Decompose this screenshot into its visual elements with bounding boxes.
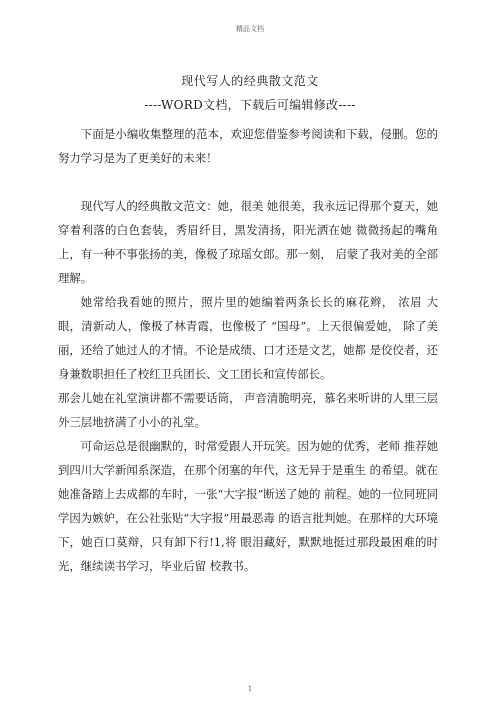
page-number: 1	[247, 685, 253, 693]
body-paragraph: 她常给我看她的照片，照片里的她编着两条长长的麻花辫， 浓眉 大眼，清新动人，像极了林青霞，也像极了 “国母”。上天很偏爱她， 除了美丽，还给了她过人的才情。不论是成绩、口才还是文艺，她都 是佼佼者，还身兼数职担任了校红卫兵团长、文工团长和宣传部长。	[58, 295, 438, 381]
body-paragraph: 现代写人的经典散文范文：她，很美 她很美，我永远记得那个夏天，她穿着利落的白色套装，秀眉纤目，黑发清扬，阳光洒在她 微微扬起的嘴角上，有一种不事张扬的美，像极了琼瑶女郎。那一刻， 启蒙了我对美的全部理解。	[58, 199, 438, 285]
paragraph-gap	[58, 170, 438, 194]
document-subtitle: ----WORD文档，下载后可编辑修改----	[144, 98, 356, 112]
document-body	[58, 122, 438, 578]
document-title: 现代写人的经典散文范文	[181, 74, 319, 88]
body-paragraph: 那会儿她在礼堂演讲都不需要话筒， 声音清脆明亮，慕名来听讲的人里三层外三层地挤满了小小的礼堂。	[58, 391, 438, 429]
body-paragraph: 可命运总是很幽默的，时常爱跟人开玩笑。因为她的优秀，老师 推荐她到四川大学新闻系深造，在那个闭塞的年代，这无异于是重生 的希望。就在她准备踏上去成都的车时，一张“大字报”断送了她的 前程。她的一位同班同学因为嫉妒，在公社张贴“大字报”用最恶毒 的语言批判她。在那样的大环境下，她百口莫辩，只有卸下行!1,将 眼泪藏好，默默地挺过那段最困难的时光，继续读书学习，毕业后留 校教书。	[58, 439, 438, 573]
page-header: 精品文档	[236, 25, 264, 33]
intro-paragraph: 下面是小编收集整理的范本，欢迎您借鉴参考阅读和下载，侵删。您的努力学习是为了更美好的未来！	[58, 127, 438, 165]
